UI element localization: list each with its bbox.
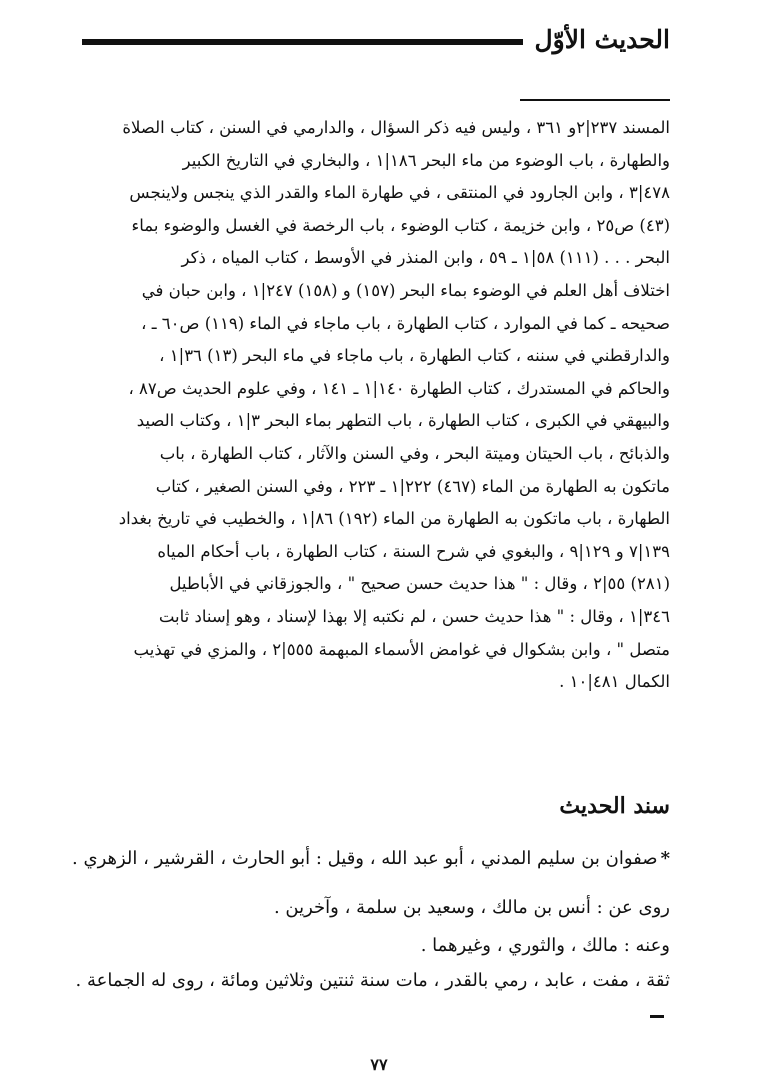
footnote-line: ٤٧٨|٣ ، وابن الجارود في المنتقى ، في طهارة الماء والقدر الذي ينجس ولاينجس	[129, 183, 670, 203]
footnote-line: ٣٤٦|١ ، وقال : " هذا حديث حسن ، لم نكتبه إلا بهذا لإسناد ، وهو إسناد ثابت	[158, 606, 670, 626]
end-dash	[650, 1015, 664, 1018]
footnote-line: الكمال ٤٨١|١٠ .	[559, 672, 670, 692]
narrator-grade-line: ثقة ، مفت ، عابد ، رمي بالقدر ، مات سنة ثنتين وثلاثين ومائة ، روى له الجماعة .	[75, 970, 670, 991]
footnote-block	[88, 112, 670, 699]
footnote-line: الطهارة ، باب ماتكون به الطهارة من الماء (١٩٢) ٨٦|١ ، والخطيب في تاريخ بغداد	[118, 509, 670, 529]
narrator-name-line	[72, 848, 670, 869]
footnote-separator	[520, 99, 670, 101]
page-number: ٧٧	[370, 1055, 388, 1074]
footnote-line: والدارقطني في سننه ، كتاب الطهارة ، باب ماجاء في ماء البحر (١٣) ٣٦|١ ،	[159, 346, 670, 366]
page-header	[82, 14, 670, 64]
footnote-line: اختلاف أهل العلم في الوضوء بماء البحر (١٥٧) و (١٥٨) ٢٤٧|١ ، وابن حبان في	[141, 280, 670, 300]
bullet-marker: *	[660, 848, 670, 869]
chapter-title: الحديث الأوّل	[534, 24, 670, 54]
footnote-line: البحر . . . (١١١) ٥٨|١ ـ ٥٩ ، وابن المنذر في الأوسط ، كتاب المياه ، ذكر	[181, 248, 670, 268]
footnote-line: والبيهقي في الكبرى ، كتاب الطهارة ، باب التطهر بماء البحر ٣|١ ، وكتاب الصيد	[136, 411, 670, 431]
footnote-line: والحاكم في المستدرك ، كتاب الطهارة ١٤٠|١ ـ ١٤١ ، وفي علوم الحديث ص٨٧ ،	[128, 378, 670, 398]
narrated-from-line: روى عن : أنس بن مالك ، وسعيد بن سلمة ، وآخرين .	[273, 897, 670, 918]
narrated-by-line: وعنه : مالك ، والثوري ، وغيرهما .	[420, 935, 670, 956]
footnote-line: (٢٨١) ٥٥|٢ ، وقال : " هذا حديث حسن صحيح " ، والجوزقاني في الأباطيل	[169, 574, 670, 594]
footnote-line: ١٣٩|٧ و ١٢٩|٩ ، والبغوي في شرح السنة ، كتاب الطهارة ، باب أحكام المياه	[157, 541, 670, 561]
narrator-name: صفوان بن سليم المدني ، أبو عبد الله ، وقيل : أبو الحارث ، القرشير ، الزهري .	[72, 848, 658, 869]
section-heading: سند الحديث	[559, 793, 670, 819]
header-rule	[82, 39, 523, 45]
footnote-line: والذبائح ، باب الحيتان وميتة البحر ، وفي السنن والآثار ، كتاب الطهارة ، باب	[159, 443, 670, 463]
footnote-line: المسند ٢٣٧|٢و ٣٦١ ، وليس فيه ذكر السؤال ، والدارمي في السنن ، كتاب الصلاة	[122, 118, 670, 137]
footnote-line: والطهارة ، باب الوضوء من ماء البحر ١٨٦|١ ، والبخاري في التاريخ الكبير	[182, 150, 670, 170]
footnote-line: صحيحه ـ كما في الموارد ، كتاب الطهارة ، باب ماجاء في الماء (١١٩) ص٦٠ ـ ،	[141, 313, 670, 333]
footnote-line: (٤٣) ص٢٥ ، وابن خزيمة ، كتاب الوضوء ، باب الرخصة في الغسل والوضوء بماء	[131, 215, 670, 235]
footnote-line: متصل " ، وابن بشكوال في غوامض الأسماء المبهمة ٥٥٥|٢ ، والمزي في تهذيب	[133, 639, 670, 659]
footnote-line: ماتكون به الطهارة من الماء (٤٦٧) ٢٢٢|١ ـ ٢٢٣ ، وفي السنن الصغير ، كتاب	[155, 476, 670, 496]
